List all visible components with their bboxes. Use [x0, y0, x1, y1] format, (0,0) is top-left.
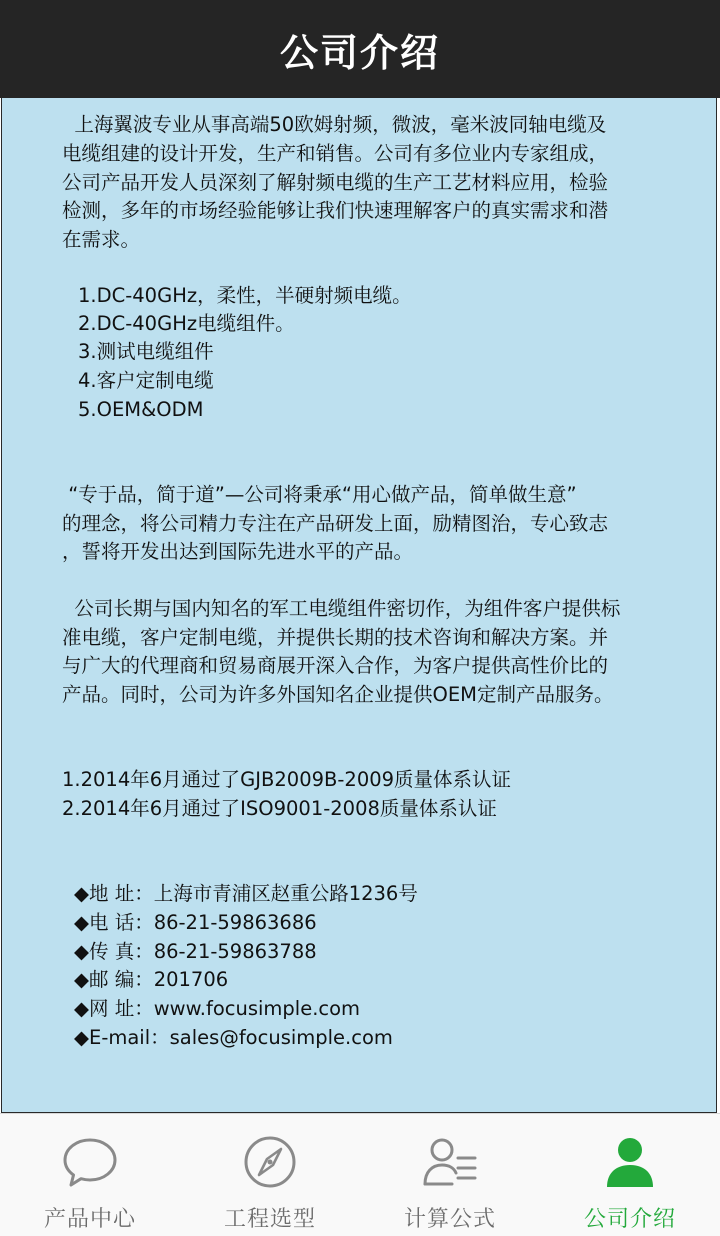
contact-phone[interactable]: ◆电 话：86-21-59863686	[74, 911, 317, 934]
page-title: 公司介绍	[279, 30, 440, 75]
contact-address: ◆地 址：上海市青浦区赵重公路1236号	[74, 882, 418, 905]
intro-line: 公司产品开发人员深刻了解射频电缆的生产工艺材料应用，检验	[62, 171, 609, 194]
contact-postcode: ◆邮 编：201706	[74, 968, 229, 991]
cooperation-line: 准电缆，客户定制电缆，并提供长期的技术咨询和解决方案。并	[62, 626, 609, 649]
cooperation-line: 公司长期与国内知名的军工电缆组件密切作，为组件客户提供标	[62, 597, 621, 620]
motto-line: ，誓将开发出达到国际先进水平的产品。	[62, 540, 414, 563]
product-item: 3.测试电缆组件	[78, 340, 214, 363]
intro-line: 电缆组建的设计开发，生产和销售。公司有多位业内专家组成，	[62, 142, 609, 165]
contact-website[interactable]: ◆网 址：www.focusimple.com	[74, 997, 361, 1020]
tab-calculation-formulas[interactable]	[360, 1114, 540, 1236]
intro-line: 在需求。	[62, 228, 141, 251]
contact-fax: ◆传 真：86-21-59863788	[74, 940, 317, 963]
app-header	[0, 0, 720, 98]
tab-label: 计算公式	[403, 1207, 496, 1232]
motto-line: “专于品，简于道”—公司将秉承“用心做产品，简单做生意”	[62, 483, 577, 506]
product-item: 2.DC-40GHz电缆组件。	[78, 312, 295, 335]
product-item: 1.DC-40GHz，柔性，半硬射频电缆。	[78, 284, 412, 307]
tab-engineering-selection[interactable]	[180, 1114, 360, 1236]
intro-line: 上海翼波专业从事高端50欧姆射频，微波，毫米波同轴电缆及	[62, 113, 607, 136]
user-icon	[600, 1132, 660, 1192]
contact-email[interactable]: ◆E-mail：sales@focusimple.com	[74, 1026, 393, 1049]
certification-item: 2.2014年6月通过了ISO9001-2008质量体系认证	[62, 797, 497, 820]
tab-product-center[interactable]	[0, 1114, 180, 1236]
tab-label: 公司介绍	[583, 1207, 676, 1232]
compass-icon	[240, 1132, 300, 1192]
intro-line: 检测，多年的市场经验能够让我们快速理解客户的真实需求和潜	[62, 199, 609, 222]
product-item: 5.OEM&ODM	[78, 398, 204, 421]
chat-bubble-icon	[60, 1132, 120, 1192]
tab-label: 工程选型	[223, 1207, 316, 1232]
tab-label: 产品中心	[43, 1207, 136, 1232]
user-list-icon	[420, 1132, 480, 1192]
certification-item: 1.2014年6月通过了GJB2009B-2009质量体系认证	[62, 768, 512, 791]
tab-company-intro[interactable]	[540, 1114, 720, 1236]
motto-line: 的理念，将公司精力专注在产品研发上面，励精图治，专心致志	[62, 512, 609, 535]
company-intro-panel[interactable]	[1, 98, 717, 1113]
product-item: 4.客户定制电缆	[78, 369, 214, 392]
cooperation-line: 与广大的代理商和贸易商展开深入合作，为客户提供高性价比的	[62, 654, 609, 677]
bottom-tab-bar	[0, 1113, 720, 1236]
cooperation-line: 产品。同时，公司为许多外国知名企业提供OEM定制产品服务。	[62, 683, 614, 706]
